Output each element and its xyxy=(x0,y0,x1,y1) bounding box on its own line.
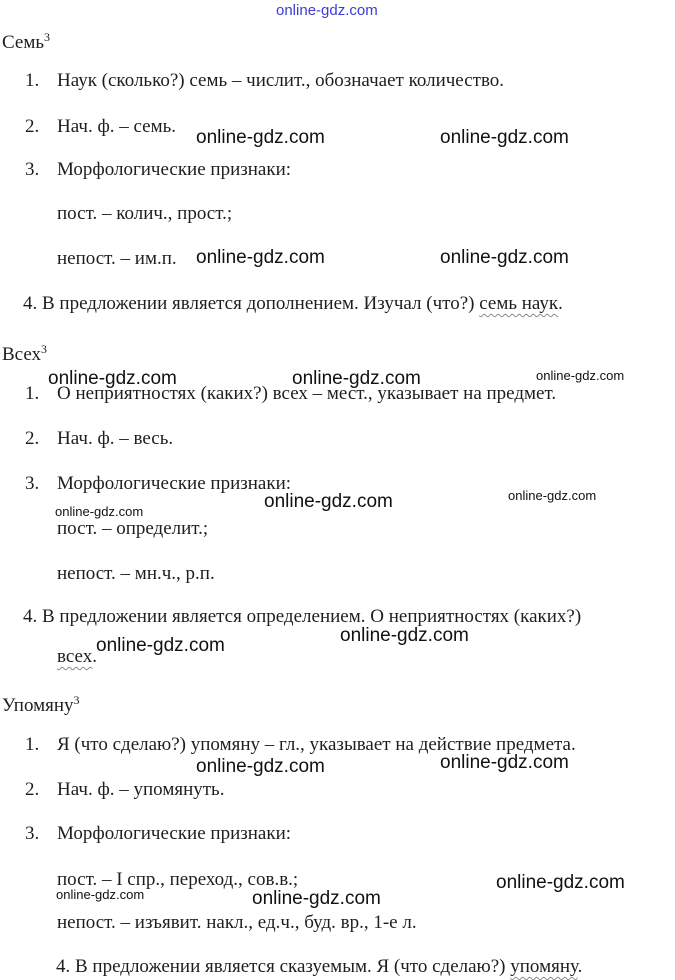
watermark: online-gdz.com xyxy=(508,488,597,503)
watermark: online-gdz.com xyxy=(292,368,421,389)
footnote-marker: 3 xyxy=(41,342,48,356)
watermark: online-gdz.com xyxy=(264,491,393,512)
watermark: online-gdz.com xyxy=(48,368,177,389)
list-item-text: Нач. ф. – семь. xyxy=(57,116,177,137)
property-line: непост. – им.п. xyxy=(57,248,177,269)
list-number: 2. xyxy=(25,116,40,137)
sentence-end: . xyxy=(558,293,563,314)
watermark: online-gdz.com xyxy=(196,247,325,268)
header-watermark[interactable]: online-gdz.com xyxy=(276,2,378,19)
watermark: online-gdz.com xyxy=(440,752,569,773)
property-line: пост. – определит.; xyxy=(57,518,209,539)
section-word-text: Всех xyxy=(2,344,42,365)
watermark: online-gdz.com xyxy=(196,756,325,777)
watermark: online-gdz.com xyxy=(55,504,144,519)
list-item-text: Морфологические признаки: xyxy=(57,159,292,180)
underlined-phrase: упомяну xyxy=(510,956,578,977)
list-number: 1. xyxy=(25,383,40,404)
property-line: пост. – колич., прост.; xyxy=(57,203,233,224)
list-number: 2. xyxy=(25,779,40,800)
list-item-text xyxy=(23,293,563,315)
list-number: 4. xyxy=(23,606,38,627)
list-number: 4. xyxy=(23,293,38,314)
sentence-end: . xyxy=(577,956,583,977)
watermark: online-gdz.com xyxy=(56,887,145,902)
list-number: 1. xyxy=(25,734,40,755)
sentence-end: . xyxy=(92,646,97,667)
list-number: 1. xyxy=(25,70,40,91)
watermark: online-gdz.com xyxy=(96,635,225,656)
list-item-text: Морфологические признаки: xyxy=(57,473,292,494)
sentence-text: В предложении является дополнением. Изучал (что?) xyxy=(42,293,480,314)
list-item-text: Нач. ф. – упомянуть. xyxy=(57,779,225,800)
section-word-vseh xyxy=(2,338,47,366)
list-number: 3. xyxy=(25,823,40,844)
sentence-text: В предложении является сказуемым. Я (что сделаю?) xyxy=(75,956,511,977)
list-item-text: Я (что сделаю?) упомяну – гл., указывает на действие предмета. xyxy=(57,734,576,755)
list-number: 4. xyxy=(56,956,71,977)
property-line: непост. – мн.ч., р.п. xyxy=(57,563,215,584)
underlined-phrase: семь наук xyxy=(479,293,559,314)
watermark: online-gdz.com xyxy=(440,127,569,148)
watermark: online-gdz.com xyxy=(536,368,625,383)
list-item-text: Морфологические признаки: xyxy=(57,823,292,844)
section-word-upomyanu xyxy=(2,689,80,717)
list-item-text: Нач. ф. – весь. xyxy=(57,428,174,449)
list-item-text: О неприятностях (каких?) всех – мест., указывает на предмет. xyxy=(57,383,557,404)
watermark: online-gdz.com xyxy=(496,872,625,893)
list-item-text xyxy=(56,956,582,978)
watermark: online-gdz.com xyxy=(340,625,469,646)
list-item-text: Наук (сколько?) семь – числит., обозначает количество. xyxy=(57,70,505,91)
footnote-marker: 3 xyxy=(73,693,80,707)
section-word-text: Семь xyxy=(2,32,45,53)
watermark: online-gdz.com xyxy=(440,247,569,268)
list-number: 2. xyxy=(25,428,40,449)
property-line: пост. – I спр., переход., сов.в.; xyxy=(57,869,299,890)
watermark: online-gdz.com xyxy=(252,888,381,909)
list-item-text xyxy=(23,606,581,628)
footnote-marker: 3 xyxy=(44,30,51,44)
section-word-sem xyxy=(2,26,50,54)
list-item-continuation xyxy=(57,646,97,668)
property-line: непост. – изъявит. накл., ед.ч., буд. вр., 1-е л. xyxy=(57,912,417,933)
section-word-text: Упомяну xyxy=(2,695,74,716)
underlined-phrase: всех xyxy=(57,646,93,667)
sentence-text: В предложении является определением. О неприятностях (каких?) xyxy=(42,606,582,627)
list-number: 3. xyxy=(25,159,40,180)
watermark: online-gdz.com xyxy=(196,127,325,148)
list-number: 3. xyxy=(25,473,40,494)
